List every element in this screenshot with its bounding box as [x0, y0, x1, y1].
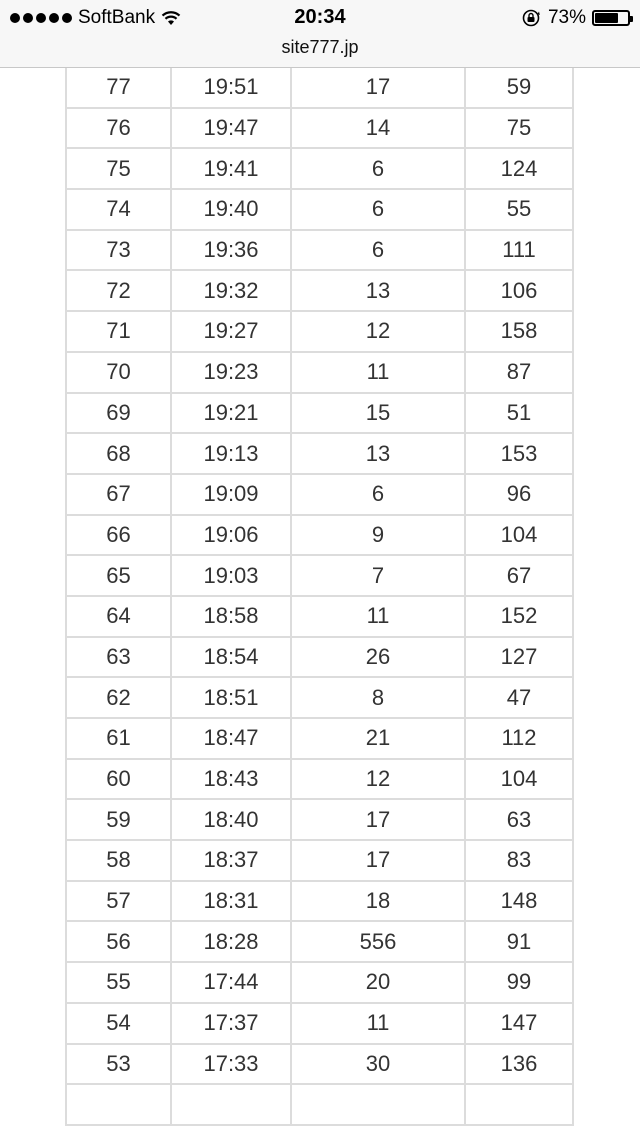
table-cell: 18:37	[171, 840, 291, 881]
table-cell: 6	[291, 148, 465, 189]
table-cell: 152	[465, 596, 573, 637]
table-cell: 20	[291, 962, 465, 1003]
table-cell: 147	[465, 1003, 573, 1044]
status-right	[522, 7, 630, 29]
table-cell: 58	[66, 840, 171, 881]
table-cell	[171, 1084, 291, 1125]
table-cell: 17	[291, 799, 465, 840]
table-cell: 83	[465, 840, 573, 881]
table-cell: 55	[66, 962, 171, 1003]
table-cell: 18:40	[171, 799, 291, 840]
table-cell: 148	[465, 881, 573, 922]
table-cell: 19:03	[171, 555, 291, 596]
table-cell: 68	[66, 433, 171, 474]
table-cell: 75	[66, 148, 171, 189]
table-cell: 11	[291, 596, 465, 637]
table-cell: 18:58	[171, 596, 291, 637]
table-cell: 87	[465, 352, 573, 393]
table-cell: 54	[66, 1003, 171, 1044]
table-cell: 19:21	[171, 393, 291, 434]
table-cell: 13	[291, 270, 465, 311]
table-cell: 62	[66, 677, 171, 718]
table-cell: 111	[465, 230, 573, 271]
table-cell: 19:51	[171, 68, 291, 108]
table-row	[66, 881, 573, 922]
table-cell: 64	[66, 596, 171, 637]
table-cell: 12	[291, 311, 465, 352]
table-cell: 556	[291, 921, 465, 962]
table-cell: 76	[66, 108, 171, 149]
table-cell: 19:06	[171, 515, 291, 556]
table-row	[66, 1084, 573, 1125]
table-cell: 104	[465, 515, 573, 556]
table-cell: 9	[291, 515, 465, 556]
table-row	[66, 311, 573, 352]
table-cell: 6	[291, 230, 465, 271]
url-text: site777.jp	[281, 37, 359, 57]
table-cell: 99	[465, 962, 573, 1003]
table-cell: 60	[66, 759, 171, 800]
battery-icon	[592, 10, 630, 26]
table-cell: 18:28	[171, 921, 291, 962]
table-cell: 70	[66, 352, 171, 393]
page-content	[0, 68, 640, 1138]
table-row	[66, 799, 573, 840]
table-cell: 56	[66, 921, 171, 962]
table-cell: 17	[291, 840, 465, 881]
table-cell: 7	[291, 555, 465, 596]
table-row	[66, 1003, 573, 1044]
table-cell: 61	[66, 718, 171, 759]
table-cell: 57	[66, 881, 171, 922]
table-cell: 19:13	[171, 433, 291, 474]
table-cell: 71	[66, 311, 171, 352]
table-cell: 67	[66, 474, 171, 515]
table-cell	[465, 1084, 573, 1125]
table-cell: 47	[465, 677, 573, 718]
table-cell: 19:23	[171, 352, 291, 393]
status-bar	[0, 0, 640, 34]
table-row	[66, 677, 573, 718]
table-cell: 15	[291, 393, 465, 434]
table-row	[66, 189, 573, 230]
table-row	[66, 718, 573, 759]
table-cell: 19:32	[171, 270, 291, 311]
rotation-lock-icon	[522, 9, 540, 27]
table-cell: 12	[291, 759, 465, 800]
table-cell: 19:41	[171, 148, 291, 189]
table-row	[66, 759, 573, 800]
table-cell: 51	[465, 393, 573, 434]
table-cell: 59	[66, 799, 171, 840]
table-cell: 65	[66, 555, 171, 596]
table-cell: 19:36	[171, 230, 291, 271]
table-cell: 17	[291, 68, 465, 108]
table-cell: 19:47	[171, 108, 291, 149]
battery-percent: 73%	[547, 7, 586, 28]
table-cell: 96	[465, 474, 573, 515]
table-cell: 30	[291, 1044, 465, 1085]
table-cell: 72	[66, 270, 171, 311]
table-row	[66, 108, 573, 149]
table-cell: 19:09	[171, 474, 291, 515]
table-cell: 17:44	[171, 962, 291, 1003]
table-row	[66, 921, 573, 962]
status-time: 20:34	[294, 6, 346, 28]
table-cell: 104	[465, 759, 573, 800]
table-cell: 77	[66, 68, 171, 108]
table-cell: 53	[66, 1044, 171, 1085]
table-cell: 75	[465, 108, 573, 149]
table-cell: 6	[291, 189, 465, 230]
table-row	[66, 474, 573, 515]
table-cell: 124	[465, 148, 573, 189]
table-cell: 11	[291, 1003, 465, 1044]
table-cell: 26	[291, 637, 465, 678]
table-row	[66, 393, 573, 434]
table-row	[66, 230, 573, 271]
table-cell: 17:33	[171, 1044, 291, 1085]
table-cell: 73	[66, 230, 171, 271]
table-row	[66, 596, 573, 637]
table-cell: 55	[465, 189, 573, 230]
battery-fill	[595, 13, 618, 23]
table-cell: 127	[465, 637, 573, 678]
table-cell: 21	[291, 718, 465, 759]
table-cell: 14	[291, 108, 465, 149]
table-cell: 6	[291, 474, 465, 515]
table-row	[66, 433, 573, 474]
table-cell: 63	[465, 799, 573, 840]
table-cell: 106	[465, 270, 573, 311]
table-row	[66, 555, 573, 596]
table-cell: 91	[465, 921, 573, 962]
table-cell: 67	[465, 555, 573, 596]
table-cell: 19:40	[171, 189, 291, 230]
table-cell: 8	[291, 677, 465, 718]
table-cell: 59	[465, 68, 573, 108]
table-cell	[291, 1084, 465, 1125]
data-table	[65, 68, 574, 1126]
table-cell: 136	[465, 1044, 573, 1085]
table-row	[66, 515, 573, 556]
table-row	[66, 962, 573, 1003]
table-cell: 153	[465, 433, 573, 474]
table-row	[66, 352, 573, 393]
table-cell: 13	[291, 433, 465, 474]
table-cell: 18:51	[171, 677, 291, 718]
table-row	[66, 840, 573, 881]
table-row	[66, 68, 573, 108]
table-cell: 158	[465, 311, 573, 352]
table-row	[66, 1044, 573, 1085]
table-cell: 18:43	[171, 759, 291, 800]
table-cell: 19:27	[171, 311, 291, 352]
address-bar[interactable]	[0, 34, 640, 68]
table-row	[66, 270, 573, 311]
table-cell	[66, 1084, 171, 1125]
table-cell: 11	[291, 352, 465, 393]
table-row	[66, 637, 573, 678]
table-cell: 66	[66, 515, 171, 556]
table-cell: 17:37	[171, 1003, 291, 1044]
table-cell: 18:47	[171, 718, 291, 759]
table-cell: 18	[291, 881, 465, 922]
table-cell: 112	[465, 718, 573, 759]
table-cell: 18:54	[171, 637, 291, 678]
table-row	[66, 148, 573, 189]
table-cell: 18:31	[171, 881, 291, 922]
table-cell: 63	[66, 637, 171, 678]
table-cell: 69	[66, 393, 171, 434]
table-cell: 74	[66, 189, 171, 230]
carrier-name: SoftBank	[78, 7, 156, 28]
